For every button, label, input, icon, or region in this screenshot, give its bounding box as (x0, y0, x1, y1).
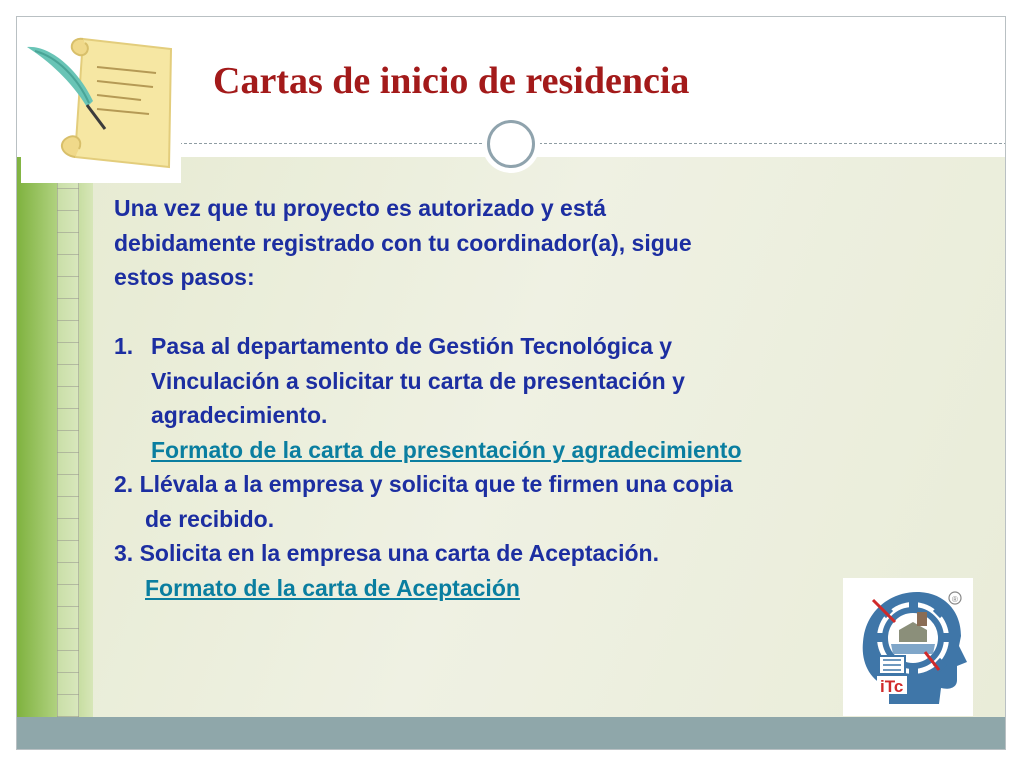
itc-logo-text: iTc (880, 677, 904, 696)
scroll-quill-icon (21, 17, 181, 183)
header-divider (179, 143, 1006, 144)
list-item (114, 467, 914, 502)
registered-mark: ® (952, 595, 958, 604)
list-item-text: de recibido. (145, 505, 275, 532)
list-number: 2. (114, 471, 134, 497)
blank-line (114, 295, 914, 330)
itc-logo (843, 578, 973, 716)
presentation-letter-format-link[interactable]: Formato de la carta de presentación y agradecimiento (151, 436, 742, 463)
slide-title: Cartas de inicio de residencia (213, 60, 690, 102)
intro-line: estos pasos: (114, 264, 255, 290)
footer-bar (17, 717, 1006, 750)
slide (16, 16, 1006, 750)
list-item-text: Solicita en la empresa una carta de Aceptación. (139, 540, 659, 566)
intro-line: Una vez que tu proyecto es autorizado y está (114, 195, 607, 221)
list-item (114, 329, 914, 364)
intro-line: debidamente registrado con tu coordinador(a), sigue (114, 229, 692, 256)
ring-ornament-icon (482, 115, 540, 173)
list-number: 1. (114, 333, 134, 359)
list-item (114, 536, 914, 571)
list-item-text: Pasa al departamento de Gestión Tecnológica y (151, 333, 673, 359)
list-item-text: Vinculación a solicitar tu carta de presentación y (151, 367, 685, 394)
list-number: 3. (114, 540, 134, 566)
acceptance-letter-format-link[interactable]: Formato de la carta de Aceptación (145, 574, 520, 601)
list-item-text: agradecimiento. (151, 402, 328, 428)
left-green-band (17, 157, 93, 717)
grid-strip-decoration (57, 177, 79, 717)
list-item-text: Llévala a la empresa y solicita que te firmen una copia (139, 471, 733, 497)
slide-body (114, 191, 914, 605)
